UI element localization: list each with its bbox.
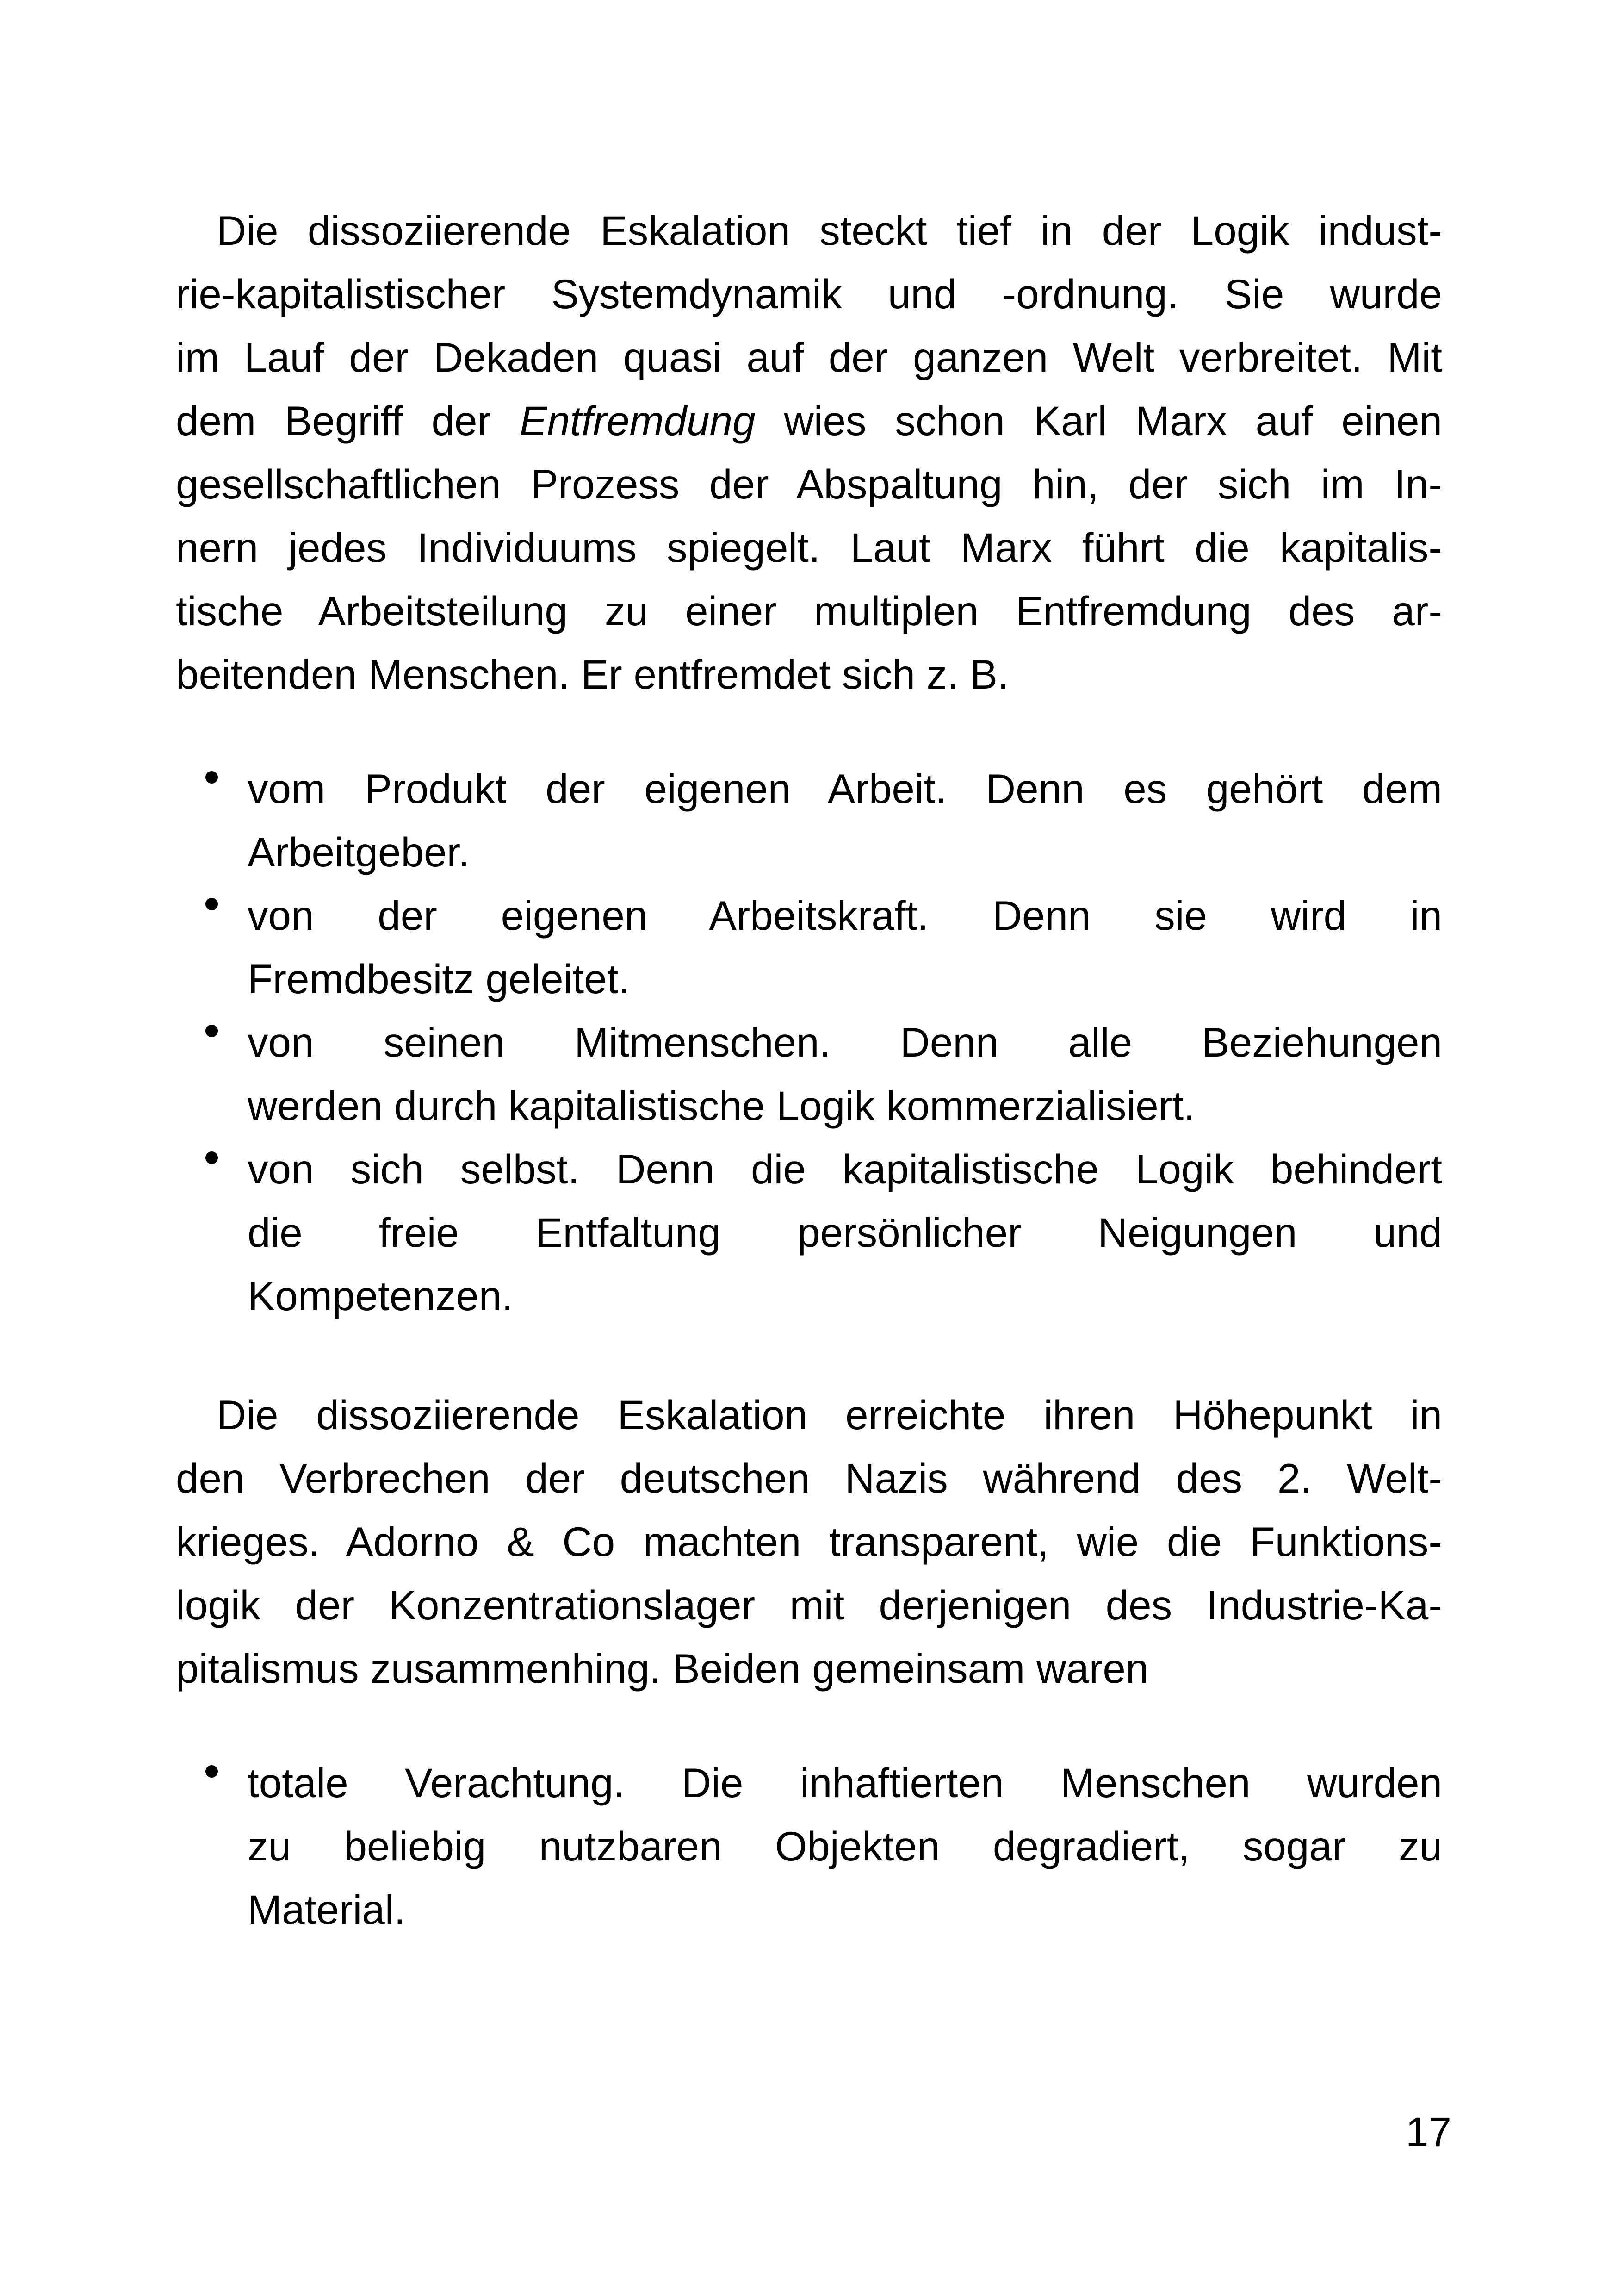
- list-item: [176, 1011, 1442, 1138]
- text-line: werden durch kapitalistische Logik kommerzialisiert.: [248, 1083, 1195, 1129]
- bullet-list-entfremdung: [176, 757, 1442, 1328]
- text-line: pitalismus zusammenhing. Beiden gemeinsam waren: [176, 1645, 1149, 1692]
- text-line: vom Produkt der eigenen Arbeit. Denn es gehört dem: [248, 765, 1442, 812]
- text-line: logik der Konzentrationslager mit derjenigen des Industrie-Ka-: [176, 1582, 1442, 1628]
- text-line: zu beliebig nutzbaren Objekten degradiert, sogar zu: [248, 1823, 1442, 1869]
- bullet-dot-icon: [205, 898, 218, 910]
- text-line: rie-kapitalistischer Systemdynamik und -ordnung. Sie wurde: [176, 271, 1442, 317]
- text-line: von der eigenen Arbeitskraft. Denn sie wird in: [248, 892, 1442, 939]
- text-line: totale Verachtung. Die inhaftierten Menschen wurden: [248, 1760, 1442, 1806]
- text-segment: wies schon Karl Marx auf einen: [755, 398, 1443, 444]
- page-content: [176, 199, 1442, 1941]
- text-line: von seinen Mitmenschen. Denn alle Beziehungen: [248, 1019, 1442, 1065]
- text-line: Material.: [248, 1886, 406, 1933]
- list-item: [176, 757, 1442, 884]
- bullet-list-gemeinsamkeiten: [176, 1751, 1442, 1941]
- text-line: nern jedes Individuums spiegelt. Laut Marx führt die kapitalis-: [176, 524, 1442, 571]
- text-line-with-italic: [176, 389, 1442, 453]
- text-line: tische Arbeitsteilung zu einer multiplen Entfremdung des ar-: [176, 588, 1442, 634]
- bullet-dot-icon: [205, 1765, 218, 1778]
- text-line: die freie Entfaltung persönlicher Neigungen und: [248, 1209, 1442, 1256]
- list-item: [176, 884, 1442, 1011]
- text-line: im Lauf der Dekaden quasi auf der ganzen Welt verbreitet. Mit: [176, 334, 1442, 380]
- text-line: Die dissoziierende Eskalation steckt tief in der Logik indust-: [217, 207, 1442, 254]
- text-line: beitenden Menschen. Er entfremdet sich z. B.: [176, 651, 1009, 697]
- list-item: [176, 1751, 1442, 1941]
- text-line: von sich selbst. Denn die kapitalistische Logik behindert: [248, 1146, 1442, 1192]
- bullet-dot-icon: [205, 771, 218, 784]
- text-line: gesellschaftlichen Prozess der Abspaltung hin, der sich im In-: [176, 461, 1442, 507]
- text-line: Arbeitgeber.: [248, 829, 470, 875]
- bullet-dot-icon: [205, 1025, 218, 1037]
- paragraph-1: [176, 199, 1442, 706]
- page-number: 17: [1406, 2109, 1451, 2155]
- text-line: Fremdbesitz geleitet.: [248, 956, 630, 1002]
- text-line: den Verbrechen der deutschen Nazis während des 2. Welt-: [176, 1455, 1442, 1501]
- italic-term: Entfremdung: [520, 398, 756, 444]
- bullet-dot-icon: [205, 1151, 218, 1164]
- text-segment: dem Begriff der: [176, 398, 520, 444]
- text-line: Die dissoziierende Eskalation erreichte ihren Höhepunkt in: [217, 1392, 1442, 1438]
- list-item: [176, 1138, 1442, 1328]
- text-line: krieges. Adorno & Co machten transparent, wie die Funktions-: [176, 1518, 1442, 1565]
- text-line: Kompetenzen.: [248, 1273, 513, 1319]
- paragraph-2: [176, 1383, 1442, 1700]
